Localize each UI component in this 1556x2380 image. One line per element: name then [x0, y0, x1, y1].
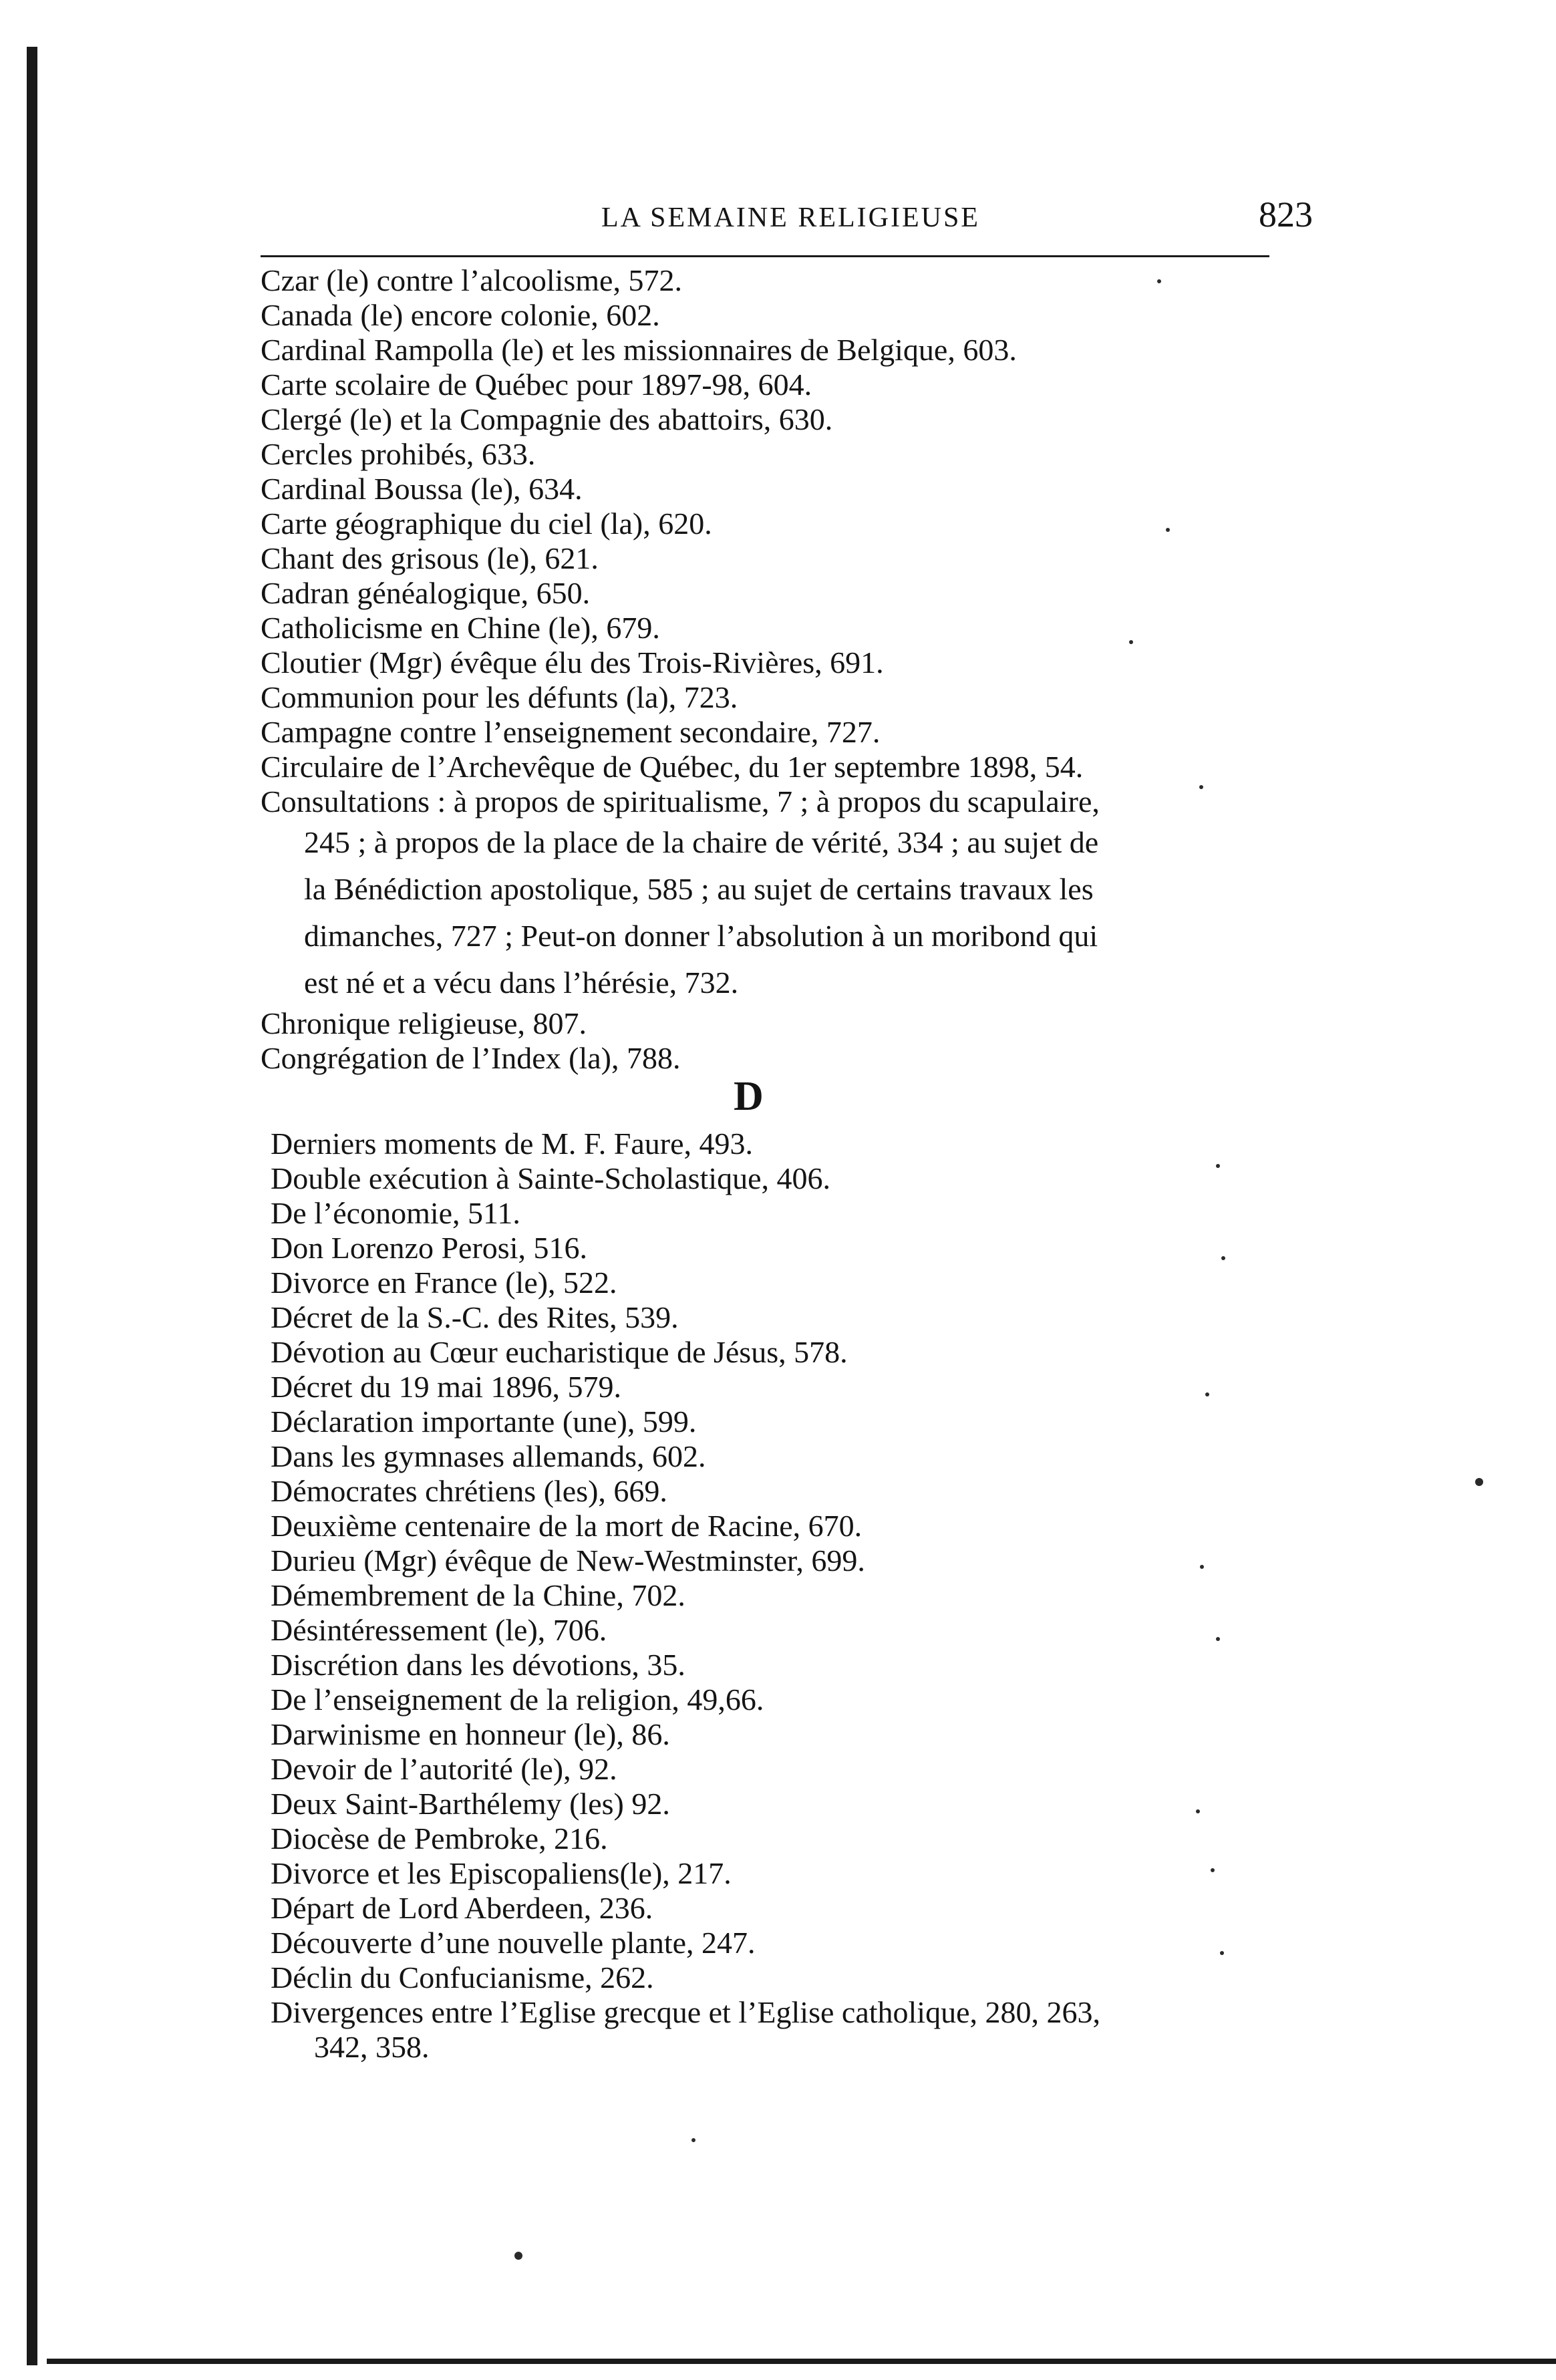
- index-entry: Deuxième centenaire de la mort de Racine, 670.: [271, 1509, 863, 1543]
- index-entry: Dévotion au Cœur eucharistique de Jésus, 578.: [271, 1335, 848, 1369]
- index-entry: Divorce et les Episcopaliens(le), 217.: [271, 1856, 732, 1890]
- index-entry: Cardinal Rampolla (le) et les missionnaires de Belgique, 603.: [261, 333, 1017, 367]
- scan-speck: [1211, 1868, 1215, 1872]
- index-entry: Darwinisme en honneur (le), 86.: [271, 1717, 670, 1751]
- scan-speck: [1157, 279, 1161, 283]
- scan-speck: [1205, 1392, 1209, 1396]
- index-entry: Circulaire de l’Archevêque de Québec, du 1er septembre 1898, 54.: [261, 750, 1084, 784]
- index-entry: Démocrates chrétiens (les), 669.: [271, 1474, 667, 1508]
- index-entry: Catholicisme en Chine (le), 679.: [261, 611, 660, 645]
- scan-speck: [1166, 528, 1170, 532]
- index-entry-continuation: dimanches, 727 ; Peut-on donner l’absolution à un moribond qui: [304, 919, 1098, 953]
- index-entry: Dans les gymnases allemands, 602.: [271, 1439, 706, 1473]
- index-entry: Chant des grisous (le), 621.: [261, 541, 599, 575]
- index-entry: Czar (le) contre l’alcoolisme, 572.: [261, 263, 682, 297]
- scan-speck: [1216, 1164, 1220, 1168]
- index-entry: Découverte d’une nouvelle plante, 247.: [271, 1926, 756, 1960]
- header-rule: [261, 255, 1269, 257]
- index-entries-d: [271, 1127, 1313, 2065]
- index-entry: Consultations : à propos de spiritualisme, 7 ; à propos du scapulaire,: [261, 784, 1100, 819]
- scan-speck: [1200, 1565, 1204, 1569]
- scan-speck: [691, 2138, 695, 2142]
- index-entry: Divorce en France (le), 522.: [271, 1266, 617, 1300]
- index-entry: Don Lorenzo Perosi, 516.: [271, 1231, 587, 1265]
- index-entry: Derniers moments de M. F. Faure, 493.: [271, 1127, 753, 1161]
- index-entry: Cardinal Boussa (le), 634.: [261, 472, 583, 506]
- index-entry: Chronique religieuse, 807.: [261, 1006, 587, 1040]
- index-entry-continuation: la Bénédiction apostolique, 585 ; au sujet de certains travaux les: [304, 872, 1094, 906]
- index-entry: Carte géographique du ciel (la), 620.: [261, 506, 712, 541]
- index-entry: Décret de la S.-C. des Rites, 539.: [271, 1300, 679, 1334]
- index-entry: Déclin du Confucianisme, 262.: [271, 1960, 654, 1994]
- index-entry: Désintéressement (le), 706.: [271, 1613, 607, 1647]
- scan-speck: [1475, 1478, 1483, 1486]
- running-title: LA SEMAINE RELIGIEUSE: [601, 202, 980, 233]
- index-entry: Diocèse de Pembroke, 216.: [271, 1821, 608, 1855]
- index-entry: Départ de Lord Aberdeen, 236.: [271, 1891, 653, 1925]
- index-entry: Campagne contre l’enseignement secondaire, 727.: [261, 715, 881, 749]
- index-entry: De l’enseignement de la religion, 49,66.: [271, 1682, 764, 1717]
- page-number: 823: [1259, 194, 1313, 235]
- index-entry-continuation: 245 ; à propos de la place de la chaire de vérité, 334 ; au sujet de: [304, 825, 1099, 859]
- scan-speck: [1220, 1951, 1224, 1955]
- bottom-edge-shadow: [47, 2359, 1556, 2364]
- index-entry: Cercles prohibés, 633.: [261, 437, 536, 471]
- scan-speck: [1196, 1809, 1200, 1813]
- index-entry: Congrégation de l’Index (la), 788.: [261, 1041, 681, 1075]
- section-letter: D: [734, 1074, 764, 1119]
- index-entry-continuation: 342, 358.: [314, 2030, 430, 2064]
- index-entry: Communion pour les défunts (la), 723.: [261, 680, 738, 714]
- index-entry: Discrétion dans les dévotions, 35.: [271, 1648, 685, 1682]
- index-entry: Démembrement de la Chine, 702.: [271, 1578, 685, 1612]
- index-entry: Déclaration importante (une), 599.: [271, 1404, 697, 1439]
- index-entry: Divergences entre l’Eglise grecque et l’Eglise catholique, 280, 263,: [271, 1995, 1100, 2029]
- index-entry: Cloutier (Mgr) évêque élu des Trois-Rivières, 691.: [261, 645, 884, 680]
- index-entry-continuation: est né et a vécu dans l’hérésie, 732.: [304, 965, 739, 1000]
- index-entry: Devoir de l’autorité (le), 92.: [271, 1752, 617, 1786]
- index-entry: Cadran généalogique, 650.: [261, 576, 591, 610]
- scan-speck: [514, 2252, 522, 2260]
- binding-edge-shadow: [27, 47, 37, 2365]
- scan-speck: [1216, 1637, 1220, 1641]
- index-entry: Double exécution à Sainte-Scholastique, 406.: [271, 1161, 831, 1195]
- index-entry: Deux Saint-Barthélemy (les) 92.: [271, 1787, 670, 1821]
- page-header: [261, 194, 1313, 247]
- index-entry: De l’économie, 511.: [271, 1196, 520, 1230]
- index-entry: Carte scolaire de Québec pour 1897-98, 604.: [261, 367, 812, 402]
- index-entry: Décret du 19 mai 1896, 579.: [271, 1370, 622, 1404]
- scan-speck: [1199, 785, 1203, 789]
- scan-speck: [1129, 640, 1133, 644]
- index-entry: Durieu (Mgr) évêque de New-Westminster, 699.: [271, 1543, 865, 1578]
- index-entries-c: [261, 263, 1303, 1076]
- index-entry: Clergé (le) et la Compagnie des abattoirs, 630.: [261, 402, 833, 436]
- scan-speck: [1221, 1256, 1225, 1260]
- index-entry: Canada (le) encore colonie, 602.: [261, 298, 660, 332]
